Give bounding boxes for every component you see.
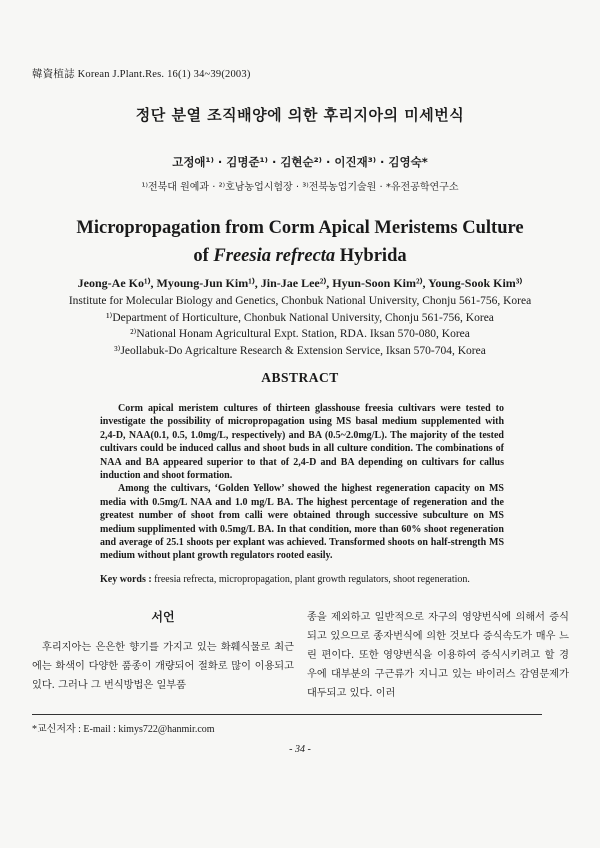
abstract-paragraph: Corm apical meristem cultures of thirteen glasshouse freesia cultivars were tested to investigate the possibility of micropropagation using MS basal medium supplemented with 2,4-D, NAA(0.1, 0.5, 1.0mg/L, respectively) and BA (0.5~2.0mg/L). The majority of the tested cultivars could be induced callus and shoot buds in all culture condition. The combinations of NAA and BA appeared superior to that of 2,4-D and BA depending on cultivars for callus induction and shoot formation.	[100, 403, 504, 482]
abstract-body	[100, 402, 504, 563]
english-title-line2	[0, 242, 600, 270]
affiliation-line: ¹⁾Department of Horticulture, Chonbuk National University, Chonju 561-756, Korea	[106, 311, 494, 324]
left-column	[32, 608, 294, 695]
corresponding-author-footnote: *교신저자 : E-mail : kimys722@hanmir.com	[32, 724, 215, 735]
journal-header: 韓資植誌 Korean J.Plant.Res. 16(1) 34~39(2003)	[32, 69, 251, 80]
footnote-divider	[32, 714, 542, 715]
species-name: Freesia refrecta	[213, 246, 336, 266]
abstract-paragraph: Among the cultivars, ‘Golden Yellow’ showed the highest regeneration capacity on MS media with 0.5mg/L NAA and 1.0 mg/L BA. The highest percentage of regeneration and the greatest number of shoot from calli were obtained through successive subculture on MS medium supplimented with 0.5mg/L BA. In that condition, more than 60% shoot regeneration and average of 25.1 shoots per explant was achieved. Transformed shoots on half-strength MS medium without plant growth regulators rooted easily.	[100, 483, 504, 562]
keywords	[100, 573, 520, 586]
english-title	[0, 214, 600, 270]
section-heading-introduction: 서언	[151, 610, 175, 624]
affiliation-line: ²⁾National Honam Agricultural Expt. Station, RDA. Iksan 570-080, Korea	[130, 328, 470, 340]
keywords-label: Key words :	[100, 574, 152, 585]
affiliation-line: Institute for Molecular Biology and Genetics, Chonbuk National University, Chonju 561-756, Korea	[68, 295, 532, 307]
korean-authors: 고정애¹⁾ · 김명준¹⁾ · 김현순²⁾ · 이진재³⁾ · 김영숙*	[172, 155, 428, 169]
abstract-heading: ABSTRACT	[261, 370, 339, 385]
right-column	[307, 608, 569, 703]
title-prefix: of	[193, 246, 214, 266]
keywords-text: freesia refrecta, micropropagation, plant growth regulators, shoot regeneration.	[151, 574, 470, 585]
english-authors: Jeong-Ae Ko¹⁾, Myoung-Jun Kim¹⁾, Jin-Jae Lee²⁾, Hyun-Soon Kim²⁾, Young-Sook Kim³⁾	[77, 276, 523, 290]
title-suffix: Hybrida	[335, 246, 407, 266]
left-column-paragraph: 후리지아는 은은한 향기를 가지고 있는 화훼식물로 최근에는 화색이 다양한 품종이 개량되어 절화로 많이 이용되고 있다. 그러나 그 번식방법은 일부품	[32, 642, 294, 691]
korean-title: 정단 분열 조직배양에 의한 후리지아의 미세번식	[135, 106, 465, 124]
english-affiliations	[0, 293, 600, 359]
right-column-paragraph: 종을 제외하고 일반적으로 자구의 영양번식에 의해서 증식되고 있으므로 종자번식에 의한 것보다 증식속도가 매우 느린 편이다. 또한 영양번식을 이용하여 증식시키려고 할 경우에 대부분의 구근류가 지니고 있는 바이러스 감염문제가 대두되고 있다. 이러	[307, 612, 569, 699]
page-number: - 34 -	[289, 744, 311, 755]
english-title-line1: Micropropagation from Corm Apical Meristems Culture	[76, 218, 524, 238]
korean-affiliations: ¹⁾전북대 원예과 · ²⁾호남농업시험장 · ³⁾전북농업기술원 · *유전공학연구소	[141, 182, 459, 193]
affiliation-line: ³⁾Jeollabuk-Do Agricalture Research & Extension Service, Iksan 570-704, Korea	[114, 344, 486, 357]
